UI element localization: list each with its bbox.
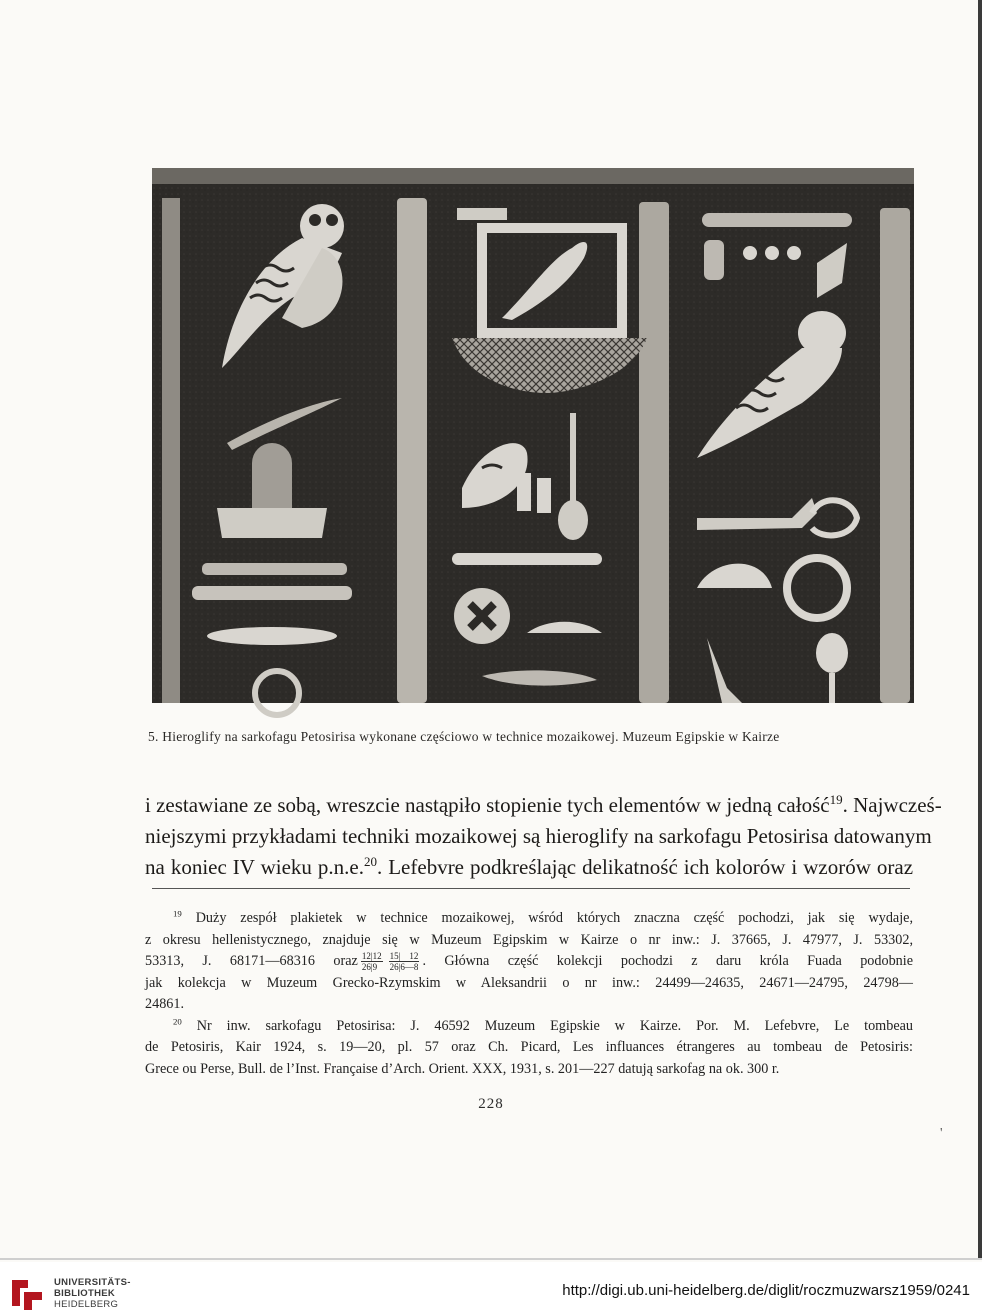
figure-caption: 5. Hieroglify na sarkofagu Petosirisa wykonane częściowo w technice mozaikowej. Muzeum Egipskie w Kairze <box>148 729 780 744</box>
footnote-19-line-3: 53313, J. 68171—68316 oraz $\frac{12|12}{26|9}$ $\frac{15| 12}{26|6—8}$ . Główna część kolekcji pochodzi z daru króla Fuada podobnie <box>145 951 913 973</box>
body-line-2: niejszymi przykładami techniki mozaikowej są hieroglify na sarkofagu Petosirisa datowanym <box>145 824 932 848</box>
body-paragraph <box>145 790 942 883</box>
footnotes <box>145 908 913 1080</box>
body-line-1: i zestawiane ze sobą, wreszcie nastąpiło stopienie tych elementów w jedną całość$^{19}$. Najwcześ- <box>145 792 942 817</box>
footnote-ref-19[interactable]: 19 <box>829 792 843 807</box>
footnote-19-line-1: $^{19}$ Duży zespół plakietek w technice mozaikowej, wśród których znaczna część pochodzi, jak się wydaje, <box>173 908 913 926</box>
inventory-fraction-2: $\frac{15| 12}{26|6—8}$ <box>389 951 419 973</box>
corner-mark: ' <box>940 1126 943 1141</box>
footnote-20-number: 20 <box>173 1015 182 1026</box>
footnote-19-number: 19 <box>173 908 182 919</box>
page-edge <box>978 0 982 1260</box>
source-url-link[interactable]: http://digi.ub.uni-heidelberg.de/diglit/roczmuzwarsz1959/0241 <box>562 1282 970 1299</box>
page-bottom-edge <box>0 1258 982 1260</box>
page-number: 228 <box>478 1096 504 1112</box>
footnote-ref-20[interactable]: 20 <box>363 854 377 869</box>
library-name: UNIVERSITÄTS- BIBLIOTHEK HEIDELBERG <box>54 1277 131 1310</box>
footnote-20-line-3: Grece ou Perse, Bull. de l’Inst. Française d’Arch. Orient. XXX, 1931, s. 201—227 datują sarkofag na ok. 300 r. <box>145 1060 780 1077</box>
hieroglyph-photo <box>152 168 914 703</box>
footnote-19-line-2: z okresu hellenistycznego, znajduje się w Muzeum Egipskim w Kairze o nr inw.: J. 37665, J. 47977, J. 53302, <box>145 931 913 948</box>
body-line-3: na koniec IV wieku p.n.e.$^{20}$. Lefebvre podkreślając delikatność ich kolorów i wzorów oraz <box>145 854 914 879</box>
footnote-20-line-2: de Petosiris, Kair 1924, s. 19—20, pl. 57 oraz Ch. Picard, Les influances étrangeres au tombeau de Petosiris: <box>145 1039 913 1055</box>
footnote-20-line-1: $^{20}$ Nr inw. sarkofagu Petosirisa: J. 46592 Muzeum Egipskie w Kairze. Por. M. Lefebvre, Le tombeau <box>173 1015 914 1034</box>
hieroglyph-illustration <box>152 168 914 703</box>
footnote-separator <box>152 888 910 889</box>
university-library-logo-icon <box>10 1276 46 1310</box>
digitization-footer <box>0 1262 982 1312</box>
footnote-19-line-4: jak kolekcja w Muzeum Grecko-Rzymskim w Aleksandrii o nr inw.: 24499—24635, 24671—24795, 24798— <box>145 974 913 991</box>
inventory-fraction-1: $\frac{12|12}{26|9}$ <box>361 951 382 973</box>
footnote-19-line-5: 24861. <box>145 996 185 1012</box>
